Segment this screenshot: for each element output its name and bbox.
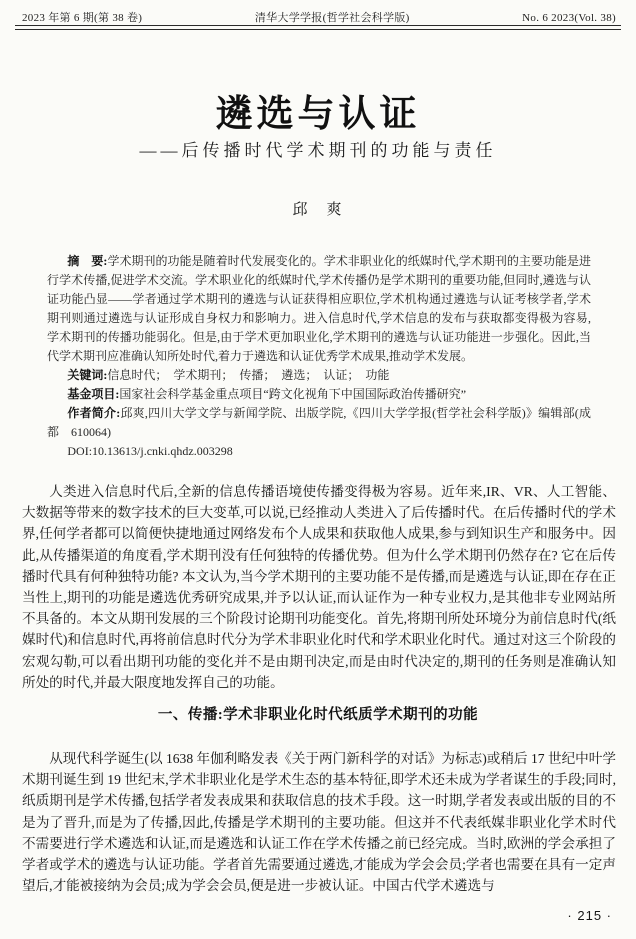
abstract-text: 学术期刊的功能是随着时代发展变化的。学术非职业化的纸媒时代,学术期刊的主要功能是进行学术传播,促进学术交流。学术职业化的纸媒时代,学术传播仍是学术期刊的重要功能,但同时,遴选与认证功能凸显——学者通过学术期刊的遴选与认证获得相应职位,学术机构通过遴选与认证考核学者,学术期刊则通过遴选与认证形成自身权力和影响力。进入信息时代,学术信息的发布与获取都变得极为容易,学术期刊的传播功能弱化。但是,由于学术更加职业化,学术期刊的遴选与认证功能进一步强化。因此,当代学术期刊应准确认知所处时代,着力于遴选和认证优秀学术成果,推动学术发展。 (47, 254, 591, 363)
bio-label: 作者简介: (67, 406, 121, 420)
bio-text: 邱爽,四川大学文学与新闻学院、出版学院,《四川大学学报(哲学社会科学版)》编辑部(成都 610064) (47, 406, 591, 439)
intro-paragraph: 人类进入信息时代后,全新的信息传播语境使传播变得极为容易。近年来,IR、VR、人工智能、大数据等带来的数字技术的巨大变革,可以说,已经推动人类进入了后传播时代。在后传播时代的学术界,任何学者都可以简便快捷地通过网络发布个人成果和获取他人成果,参与到知识生产和服务中。因此,从传播渠道的角度看,学术期刊没有任何独特的传播优势。但为什么学术期刊仍然存在? 它在后传播时代具有何种独特功能? 本文认为,当今学术期刊的主要功能不是传播,而是遴选与认证,即在存在正当性上,期刊的功能是遴选优秀研究成果,并予以认证,而认证作为一种专业权力,是其他非专业网站所不具备的。本文从期刊发展的三个阶段讨论期刊功能变化。首先,将期刊所处环境分为前信息时代(纸媒时代)和信息时代,再将前信息时代分为学术非职业化时代和学术职业化时代。通过对这三个阶段的宏观勾勒,可以看出期刊功能的变化并不是由期刊决定,而是由时代决定的,期刊的任务则是准确认知所处的时代,并最大限度地发挥自己的功能。 (22, 484, 616, 690)
article-subtitle: ——后传播时代学术期刊的功能与责任 (139, 141, 497, 160)
header-double-rule (15, 25, 621, 30)
fund-text: 国家社会科学基金重点项目“跨文化视角下中国国际政治传播研究” (119, 387, 467, 401)
keywords-line (47, 366, 591, 385)
front-matter-block (47, 252, 591, 461)
section1-heading: 一、传播:学术非职业化时代纸质学术期刊的功能 (157, 707, 479, 723)
header-issue-left: 2023 年第 6 期(第 38 卷) (22, 12, 143, 24)
abstract-paragraph (47, 252, 591, 366)
section1-paragraph: 从现代科学诞生(以 1638 年伽利略发表《关于两门新科学的对话》为标志)或稍后 17 世纪中叶学术期刊诞生到 19 世纪末,学术非职业化是学术生态的基本特征,即学术还未成为学者谋生的手段;同时,纸质期刊是学术传播,包括学者发表成果和获取信息的技术手段。这一时期,学者发表或出版的目的不是为了晋升,而是为了传播,因此,传播是学术期刊的主要功能。但这并不代表纸媒非职业化学术时代不需要进行学术遴选和认证,而是遴选和认证工作在学术传播之前已经完成。当时,欧洲的学会承担了学者或学术的遴选与认证功能。学者首先需要通过遴选,才能成为学会会员;学者也需要在具有一定声望后,才能被接纳为会员;成为学会会员,便是进一步被认证。中国古代学术遴选与 (22, 751, 616, 894)
header-issue-right: No. 6 2023(Vol. 38) (522, 12, 616, 24)
keywords-text: 信息时代； 学术期刊； 传播； 遴选； 认证； 功能 (107, 368, 390, 382)
article-title: 遴选与认证 (215, 94, 421, 135)
doi-line: DOI:10.13613/j.cnki.qhdz.003298 (67, 444, 233, 458)
author-name: 邱 爽 (292, 202, 344, 218)
header-journal-title: 清华大学学报(哲学社会科学版) (254, 12, 410, 24)
keywords-label: 关键词: (67, 368, 108, 382)
fund-label: 基金项目: (67, 387, 120, 401)
fund-project-line (47, 385, 591, 404)
page-number: · 215 · (567, 908, 612, 923)
running-head (22, 9, 616, 25)
abstract-label: 摘 要: (67, 254, 108, 268)
author-bio-line (47, 404, 591, 442)
